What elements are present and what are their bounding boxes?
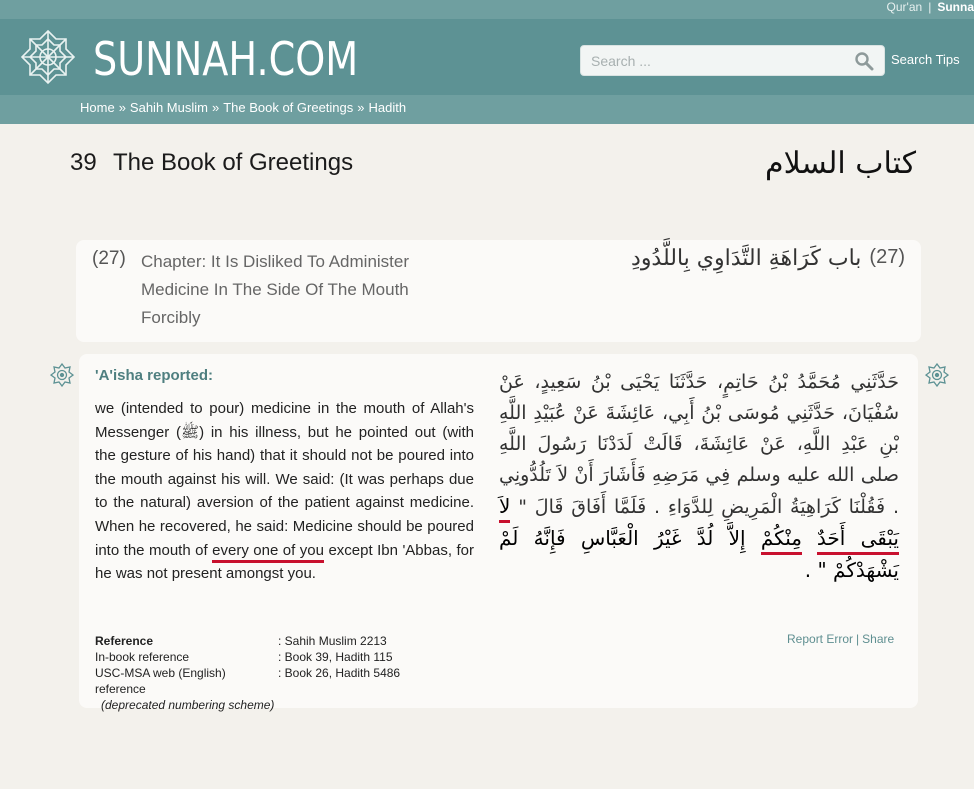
search-tips-link[interactable]: Search Tips bbox=[891, 52, 960, 67]
hadith-narrator: 'A'isha reported: bbox=[95, 367, 213, 384]
chapter-number-ar: (27) bbox=[869, 246, 905, 268]
logo-arabesque-icon[interactable] bbox=[20, 29, 76, 85]
chapter-ar bbox=[631, 246, 905, 271]
book-title-ar: كتاب السلام bbox=[765, 146, 916, 181]
reference-key: In-book reference bbox=[95, 650, 190, 664]
top-links bbox=[887, 0, 974, 19]
book-number: 39 bbox=[70, 149, 97, 176]
quran-link[interactable]: Qur'an bbox=[886, 0, 923, 14]
hadith-text-en bbox=[95, 397, 474, 586]
breadcrumb-hadith: Hadith bbox=[368, 100, 407, 115]
hadith-card bbox=[79, 354, 918, 712]
search-icon[interactable] bbox=[854, 51, 874, 71]
hadith-ornament-icon bbox=[50, 363, 74, 387]
hadith-ornament-icon bbox=[925, 363, 949, 387]
hadith-highlight-ar: لاَ يَبْقَى أَحَدٌ bbox=[499, 494, 899, 555]
hadith-text-ar-part: حَدَّثَنِي مُحَمَّدُ بْنُ حَاتِمٍ، حَدَّثَنَا يَحْيَى بْنُ سَعِيدٍ، عَنْ سُفْيَانَ، حَدَّثَنِي مُوسَى بْنُ أَبِي، عَائِشَةَ عَنْ عُبَيْدِ اللَّهِ بْنِ عَبْدِ اللَّهِ، عَنْ عَائِشَةَ، قَالَتْ لَدَدْنَا رَسُولَ اللَّهِ صلى الله عليه وسلم فِي مَرَضِهِ فَأَشَارَ أَنْ لاَ تَلُدُّونِي ‏.‏ فَقُلْنَا كَرَاهِيَةُ الْمَرِيضِ لِلدَّوَاءِ ‏.‏ فَلَمَّا أَفَاقَ قَالَ ‏"‏ bbox=[499, 371, 899, 518]
top-links-separator: | bbox=[928, 0, 932, 14]
share-link[interactable]: Share bbox=[862, 632, 895, 646]
book-title bbox=[70, 149, 353, 177]
reference-key: Reference bbox=[95, 634, 154, 648]
deprecated-note: (deprecated numbering scheme) bbox=[101, 698, 275, 712]
chapter-number-en: (27) bbox=[92, 248, 126, 269]
hadith-text-ar-part: إِلاَّ لُدَّ غَيْرُ الْعَبَّاسِ فَإِنَّهُ لَمْ يَشْهَدْكُمْ ‏"‏ ‏.‏ bbox=[499, 526, 899, 582]
breadcrumb-bar bbox=[0, 95, 974, 124]
top-strip bbox=[0, 0, 974, 19]
reference-value: : Book 26, Hadith 5486 bbox=[278, 666, 401, 680]
reference-row bbox=[95, 697, 400, 713]
breadcrumb-separator: » bbox=[211, 100, 220, 115]
breadcrumb-home[interactable]: Home bbox=[80, 100, 115, 115]
breadcrumb bbox=[80, 100, 406, 115]
reference-row bbox=[95, 633, 400, 649]
site-logo-text[interactable]: SUNNAH.COM bbox=[93, 32, 359, 86]
reference-table bbox=[95, 633, 400, 713]
reference-row bbox=[95, 649, 400, 665]
reference-key: USC-MSA web (English) reference bbox=[95, 666, 226, 696]
hadith-highlight-ar: مِنْكُمْ bbox=[761, 526, 802, 555]
hadith-text-ar bbox=[499, 367, 899, 587]
breadcrumb-separator: » bbox=[357, 100, 365, 115]
hadith-text-en-part: we (intended to pour) medicine in the mouth of Allah's Messenger (ﷺ) in his illness, but he pointed out (with the gesture of his hand) that it should not be poured into the mouth against his will. We said: (It was perhaps due to the natural) aversion of the patient against medicine. When he recovered, he said: Medicine should be poured into the mouth of bbox=[95, 400, 474, 559]
chapter-title-ar: باب كَرَاهَةِ التَّدَاوِي بِاللَّدُودِ bbox=[631, 246, 862, 271]
reference-row bbox=[95, 665, 400, 697]
hadith-text-en-part: except Ibn 'Abbas, for he was not present amongst you. bbox=[95, 541, 474, 583]
breadcrumb-collection[interactable]: Sahih Muslim bbox=[129, 100, 208, 115]
hadith-actions bbox=[787, 632, 894, 646]
hadith-highlight-en: every one of you bbox=[212, 542, 324, 563]
breadcrumb-book[interactable]: The Book of Greetings bbox=[223, 100, 354, 115]
chapter-title-en: Chapter: It Is Disliked To Administer Medicine In The Side Of The Mouth Forcibly bbox=[141, 252, 410, 327]
breadcrumb-separator: » bbox=[118, 100, 126, 115]
actions-separator: | bbox=[856, 632, 860, 646]
report-error-link[interactable]: Report Error bbox=[787, 632, 854, 646]
book-title-en: The Book of Greetings bbox=[112, 149, 354, 176]
chapter-card bbox=[76, 240, 921, 342]
search-box bbox=[580, 45, 885, 76]
reference-value: : Book 39, Hadith 115 bbox=[278, 650, 393, 664]
search-input[interactable] bbox=[581, 46, 841, 75]
site-header bbox=[0, 19, 974, 95]
reference-value: : Sahih Muslim 2213 bbox=[278, 634, 387, 648]
sunnah-link[interactable]: Sunna bbox=[937, 0, 974, 14]
